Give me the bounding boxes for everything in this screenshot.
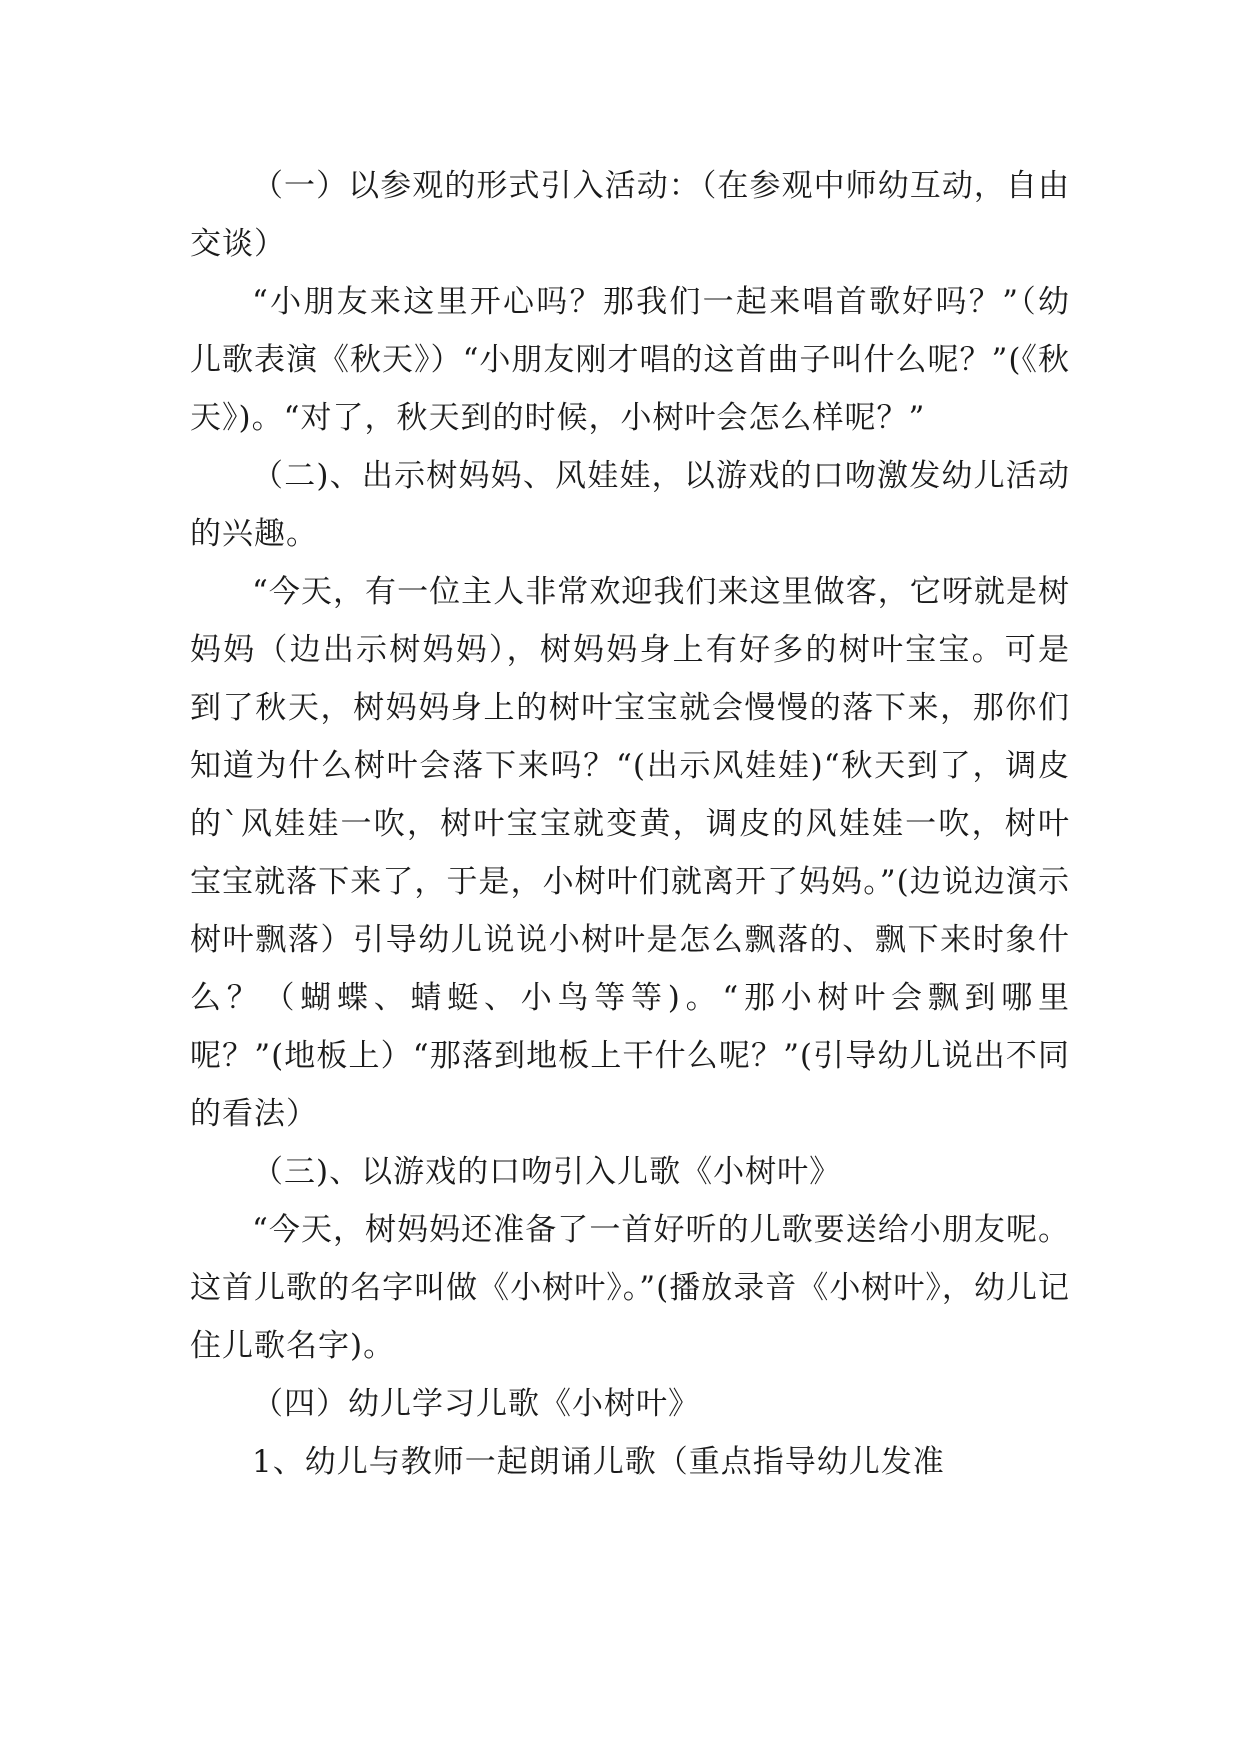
paragraph-show-tree-mother: （二)、出示树妈妈、风娃娃，以游戏的口吻激发幼儿活动的兴趣。 [190,458,1070,552]
paragraph-learn-rhyme: （四）幼儿学习儿歌《小树叶》 [252,1386,700,1422]
paragraph-song-dialogue: “小朋友来这里开心吗？那我们一起来唱首歌好吗？”（幼儿歌表演《秋天》）“小朋友刚才唱的这首曲子叫什么呢？”(《秋天》)。“对了，秋天到的时候，小树叶会怎么样呢？” [190,284,1070,436]
document-body [190,157,1070,1491]
paragraph-play-recording: “今天，树妈妈还准备了一首好听的儿歌要送给小朋友呢。这首儿歌的名字叫做《小树叶》。”(播放录音《小树叶》，幼儿记住儿歌名字)。 [190,1212,1070,1364]
paragraph-story-dialogue: “今天，有一位主人非常欢迎我们来这里做客，它呀就是树妈妈（边出示树妈妈），树妈妈身上有好多的树叶宝宝。可是到了秋天，树妈妈身上的树叶宝宝就会慢慢的落下来，那你们知道为什么树叶会落下来吗？“(出示风娃娃)“秋天到了，调皮的`风娃娃一吹，树叶宝宝就变黄，调皮的风娃娃一吹，树叶宝宝就落下来了，于是，小树叶们就离开了妈妈。”(边说边演示树叶飘落）引导幼儿说说小树叶是怎么飘落的、飘下来时象什么？（蝴蝶、蜻蜓、小鸟等等)。“那小树叶会飘到哪里呢？”(地板上）“那落到地板上干什么呢？”(引导幼儿说出不同的看法） [190,574,1070,1132]
paragraph-recite-rhyme: 1、幼儿与教师一起朗诵儿歌（重点指导幼儿发准 [252,1444,945,1480]
paragraph-introduce-rhyme: （三)、以游戏的口吻引入儿歌《小树叶》 [252,1154,842,1190]
paragraph-intro-activity: （一）以参观的形式引入活动：（在参观中师幼互动，自由交谈） [190,168,1070,262]
